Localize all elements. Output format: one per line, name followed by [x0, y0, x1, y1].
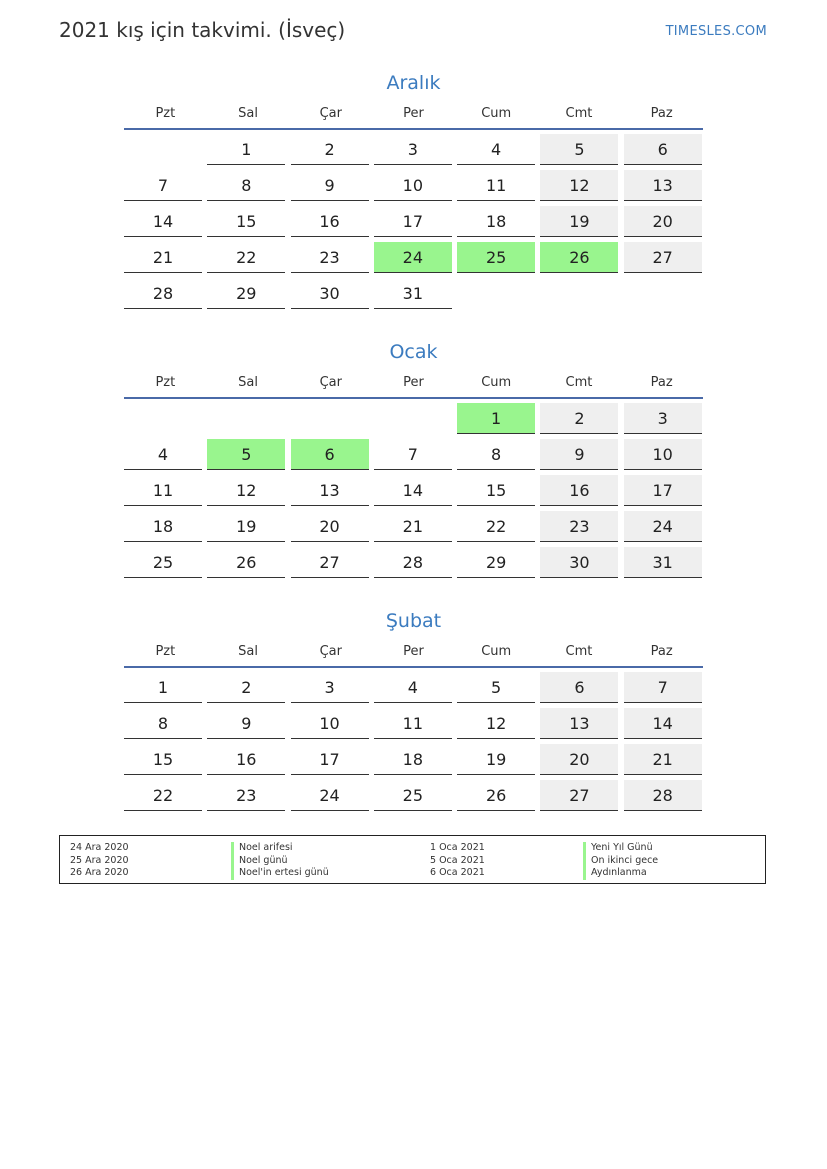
- day-cell: 22: [457, 511, 535, 542]
- day-cell: 2: [291, 134, 369, 165]
- month-grid: [124, 399, 703, 583]
- holiday-day-cell: 24: [374, 242, 452, 273]
- weekend-day-cell: 14: [624, 708, 702, 739]
- weekday-label: Paz: [650, 374, 673, 390]
- weekend-day-cell: 6: [624, 134, 702, 165]
- legend-holiday-name: Yeni Yıl Günü: [583, 842, 658, 855]
- day-cell: 8: [457, 439, 535, 470]
- weekend-day-cell: 20: [624, 206, 702, 237]
- holiday-day-cell: 1: [457, 403, 535, 434]
- day-cell: 28: [124, 278, 202, 309]
- weekday-label: Pzt: [155, 374, 176, 390]
- day-cell: 10: [291, 708, 369, 739]
- day-cell: 11: [124, 475, 202, 506]
- weekend-day-cell: 21: [624, 744, 702, 775]
- weekend-day-cell: 17: [624, 475, 702, 506]
- weekend-day-cell: 28: [624, 780, 702, 811]
- weekend-day-cell: 20: [540, 744, 618, 775]
- legend-right-dates: [430, 842, 485, 880]
- week-row: [124, 206, 703, 242]
- weekend-day-cell: 9: [540, 439, 618, 470]
- weekday-label: Çar: [319, 374, 342, 390]
- weekend-day-cell: 19: [540, 206, 618, 237]
- day-cell: 26: [457, 780, 535, 811]
- weekday-label: Çar: [319, 105, 342, 121]
- legend-date: 24 Ara 2020: [70, 842, 129, 853]
- month-grid: [124, 668, 703, 816]
- weekday-label: Sal: [238, 643, 258, 659]
- week-row: [124, 134, 703, 170]
- day-cell: 25: [124, 547, 202, 578]
- day-cell: 15: [457, 475, 535, 506]
- weekday-label: Sal: [238, 105, 258, 121]
- week-row: [124, 403, 703, 439]
- day-cell: 11: [457, 170, 535, 201]
- empty-day-cell: [124, 403, 202, 434]
- day-cell: 18: [374, 744, 452, 775]
- empty-day-cell: [291, 403, 369, 434]
- weekday-header: [124, 367, 703, 399]
- empty-day-cell: [457, 278, 535, 309]
- month-name: Ocak: [389, 341, 438, 363]
- week-row: [124, 475, 703, 511]
- weekend-day-cell: 10: [624, 439, 702, 470]
- week-row: [124, 278, 703, 314]
- day-cell: 23: [207, 780, 285, 811]
- legend-holiday-name: Aydınlanma: [583, 867, 658, 880]
- day-cell: 16: [207, 744, 285, 775]
- day-cell: 21: [124, 242, 202, 273]
- legend-right-names: [583, 842, 658, 880]
- week-row: [124, 170, 703, 206]
- weekend-day-cell: 13: [540, 708, 618, 739]
- month-block: [124, 337, 703, 583]
- day-cell: 15: [124, 744, 202, 775]
- weekend-day-cell: 2: [540, 403, 618, 434]
- weekend-day-cell: 16: [540, 475, 618, 506]
- day-cell: 7: [124, 170, 202, 201]
- weekend-day-cell: 7: [624, 672, 702, 703]
- day-cell: 5: [457, 672, 535, 703]
- day-cell: 1: [207, 134, 285, 165]
- weekend-day-cell: 3: [624, 403, 702, 434]
- weekend-day-cell: 23: [540, 511, 618, 542]
- weekday-label: Per: [403, 105, 424, 121]
- day-cell: 21: [374, 511, 452, 542]
- day-cell: 25: [374, 780, 452, 811]
- weekend-day-cell: 30: [540, 547, 618, 578]
- weekday-label: Pzt: [155, 643, 176, 659]
- week-row: [124, 511, 703, 547]
- day-cell: 4: [457, 134, 535, 165]
- holiday-day-cell: 25: [457, 242, 535, 273]
- day-cell: 17: [291, 744, 369, 775]
- day-cell: 3: [374, 134, 452, 165]
- weekday-label: Cmt: [565, 105, 593, 121]
- month-name: Şubat: [385, 610, 442, 632]
- weekday-label: Paz: [650, 643, 673, 659]
- day-cell: 4: [374, 672, 452, 703]
- empty-day-cell: [624, 278, 702, 309]
- day-cell: 8: [124, 708, 202, 739]
- day-cell: 9: [207, 708, 285, 739]
- weekend-day-cell: 31: [624, 547, 702, 578]
- weekday-label: Sal: [238, 374, 258, 390]
- week-row: [124, 708, 703, 744]
- day-cell: 19: [207, 511, 285, 542]
- month-grid: [124, 130, 703, 314]
- site-brand-link[interactable]: TIMESLES.COM: [665, 24, 767, 39]
- day-cell: 18: [124, 511, 202, 542]
- weekday-label: Pzt: [155, 105, 176, 121]
- week-row: [124, 744, 703, 780]
- day-cell: 19: [457, 744, 535, 775]
- legend-holiday-name: Noel'in ertesi günü: [231, 867, 329, 880]
- legend-date: 26 Ara 2020: [70, 867, 129, 878]
- weekday-label: Per: [403, 643, 424, 659]
- legend-holiday-name: On ikinci gece: [583, 855, 658, 868]
- empty-day-cell: [124, 134, 202, 165]
- weekend-day-cell: 5: [540, 134, 618, 165]
- day-cell: 2: [207, 672, 285, 703]
- day-cell: 16: [291, 206, 369, 237]
- day-cell: 27: [291, 547, 369, 578]
- day-cell: 11: [374, 708, 452, 739]
- legend-date: 6 Oca 2021: [430, 867, 485, 878]
- week-row: [124, 242, 703, 278]
- holiday-legend: [59, 835, 766, 884]
- week-row: [124, 780, 703, 816]
- day-cell: 9: [291, 170, 369, 201]
- day-cell: 7: [374, 439, 452, 470]
- legend-holiday-name: Noel günü: [231, 855, 329, 868]
- month-block: [124, 606, 703, 816]
- empty-day-cell: [374, 403, 452, 434]
- day-cell: 3: [291, 672, 369, 703]
- day-cell: 18: [457, 206, 535, 237]
- weekend-day-cell: 13: [624, 170, 702, 201]
- day-cell: 20: [291, 511, 369, 542]
- day-cell: 22: [207, 242, 285, 273]
- weekend-day-cell: 27: [540, 780, 618, 811]
- holiday-day-cell: 5: [207, 439, 285, 470]
- week-row: [124, 672, 703, 708]
- day-cell: 13: [291, 475, 369, 506]
- day-cell: 8: [207, 170, 285, 201]
- day-cell: 24: [291, 780, 369, 811]
- day-cell: 23: [291, 242, 369, 273]
- day-cell: 22: [124, 780, 202, 811]
- weekday-label: Cum: [481, 643, 512, 659]
- legend-date: 1 Oca 2021: [430, 842, 485, 853]
- day-cell: 30: [291, 278, 369, 309]
- legend-left-names: [231, 842, 329, 880]
- day-cell: 12: [457, 708, 535, 739]
- holiday-day-cell: 26: [540, 242, 618, 273]
- empty-day-cell: [540, 278, 618, 309]
- legend-left-dates: [70, 842, 129, 880]
- weekday-label: Çar: [319, 643, 342, 659]
- day-cell: 14: [374, 475, 452, 506]
- day-cell: 29: [207, 278, 285, 309]
- weekday-label: Cmt: [565, 643, 593, 659]
- day-cell: 31: [374, 278, 452, 309]
- weekday-label: Per: [403, 374, 424, 390]
- day-cell: 17: [374, 206, 452, 237]
- weekend-day-cell: 6: [540, 672, 618, 703]
- legend-date: 25 Ara 2020: [70, 854, 129, 866]
- weekday-label: Cum: [481, 105, 512, 121]
- day-cell: 4: [124, 439, 202, 470]
- day-cell: 12: [207, 475, 285, 506]
- day-cell: 10: [374, 170, 452, 201]
- month-block: [124, 68, 703, 314]
- weekday-header: [124, 636, 703, 668]
- day-cell: 1: [124, 672, 202, 703]
- weekend-day-cell: 12: [540, 170, 618, 201]
- legend-holiday-name: Noel arifesi: [231, 842, 329, 855]
- legend-date: 5 Oca 2021: [430, 854, 485, 866]
- weekday-label: Paz: [650, 105, 673, 121]
- week-row: [124, 547, 703, 583]
- day-cell: 26: [207, 547, 285, 578]
- day-cell: 29: [457, 547, 535, 578]
- week-row: [124, 439, 703, 475]
- month-name: Aralık: [386, 72, 441, 94]
- weekday-label: Cmt: [565, 374, 593, 390]
- empty-day-cell: [207, 403, 285, 434]
- day-cell: 28: [374, 547, 452, 578]
- weekday-label: Cum: [481, 374, 512, 390]
- day-cell: 14: [124, 206, 202, 237]
- weekend-day-cell: 27: [624, 242, 702, 273]
- day-cell: 15: [207, 206, 285, 237]
- holiday-day-cell: 6: [291, 439, 369, 470]
- page-title: 2021 kış için takvimi. (İsveç): [59, 18, 346, 42]
- weekday-header: [124, 98, 703, 130]
- weekend-day-cell: 24: [624, 511, 702, 542]
